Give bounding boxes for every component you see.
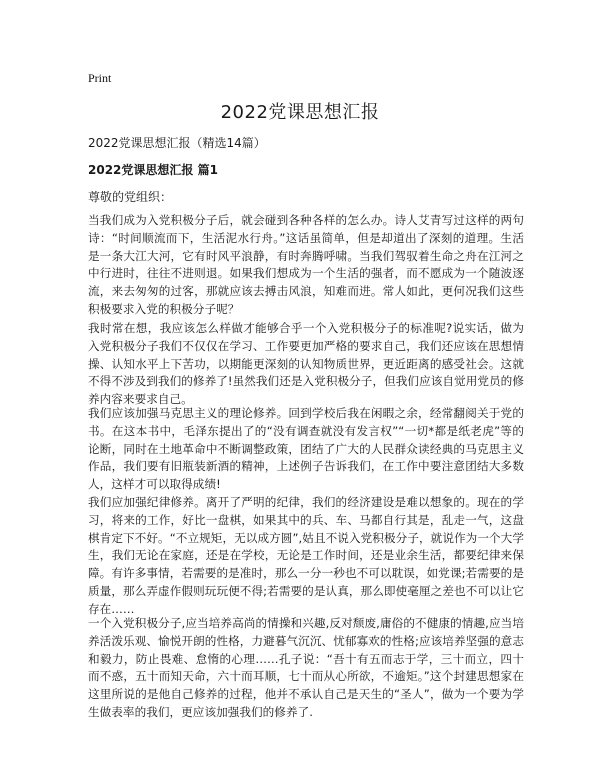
paragraph-2: 我时常在想，我应该怎么样做才能够合乎一个入党积极分子的标准呢?说实话，做为入党积极分子我们不仅仅在学习、工作要更加严格的要求自己，我们还应该在思想情操、认知水平上下苦功，以期能更深刻的认知物质世界，更近距离的感受社会。这就不得不涉及到我们的修养了!虽然我们还是入党积极分子，但我们应该自觉用党员的修养内容来要求自己。: [88, 321, 524, 407]
section-heading: 2022党课思想汇报 篇1: [88, 163, 218, 177]
salutation: 尊敬的党组织：: [88, 190, 173, 204]
print-link[interactable]: Print: [88, 71, 112, 85]
document-subtitle: 2022党课思想汇报（精选14篇）: [88, 136, 266, 150]
paragraph-4: 我们应加强纪律修养。离开了严明的纪律，我们的经济建设是难以想象的。现在的学习，将来的工作，好比一盘棋，如果其中的兵、车、马都自行其是，乱走一气，这盘棋肯定下不好。“不立规矩，无以成方圆”,姑且不说入党积极分子，就说作为一个大学生，我们无论在家庭，还是在学校，无论是工作时间，还是业余生活，都要纪律来保障。有许多事情，若需要的是准时，那么一分一秒也不可以耽误，如党课;若需要的是质量，那么弄虚作假则玩玩便不得;若需要的是认真，那么即使毫厘之差也不可以让它存在……: [88, 495, 524, 616]
paragraph-1: 当我们成为入党积极分子后，就会碰到各种各样的怎么办。诗人艾青写过这样的两句诗：“时间顺流而下，生活泥水行舟。”这话虽简单，但是却道出了深刻的道理。生活是一条大江大河，它有时风平浪静，有时奔腾呼啸。当我们驾驭着生命之舟在江河之中行进时，往往不进则退。如果我们想成为一个生活的强者，而不愿成为一个随波逐流，来去匆匆的过客，那就应该去搏击风浪，知难而进。常人如此，更何况我们这些积极要求入党的积极分子呢？: [88, 213, 524, 316]
page-title: 2022党课思想汇报: [220, 102, 380, 123]
paragraph-5: 一个入党积极分子,应当培养高尚的情操和兴趣,反对颓废,庸俗的不健康的情趣,应当培养活泼乐观、愉悦开朗的性格，力避暮气沉沉、忧郁寡欢的性格;应该培养坚强的意志和毅力，防止畏难、怠惰的心理……孔子说：“吾十有五而志于学，三十而立，四十而不惑，五十而知天命，六十而耳顺，七十而从心所欲，不逾矩。”这个封建思想家在这里所说的是他自己修养的过程，他并不承认自己是天生的“圣人”，做为一个要为学生做表率的我们，更应该加强我们的修养了.: [88, 616, 524, 719]
paragraph-3: 我们应该加强马克思主义的理论修养。回到学校后我在闲暇之余，经常翻阅关于党的书。在这本书中，毛泽东提出了的“没有调查就没有发言权”“一切*都是纸老虎”等的论断，同时在土地革命中不断调整政策，团结了广大的人民群众读经典的马克思主义作品，我们要有旧瓶装新酒的精神，上述例子告诉我们，在工作中要注意团结大多数人，这样才可以取得成绩!: [88, 406, 524, 492]
